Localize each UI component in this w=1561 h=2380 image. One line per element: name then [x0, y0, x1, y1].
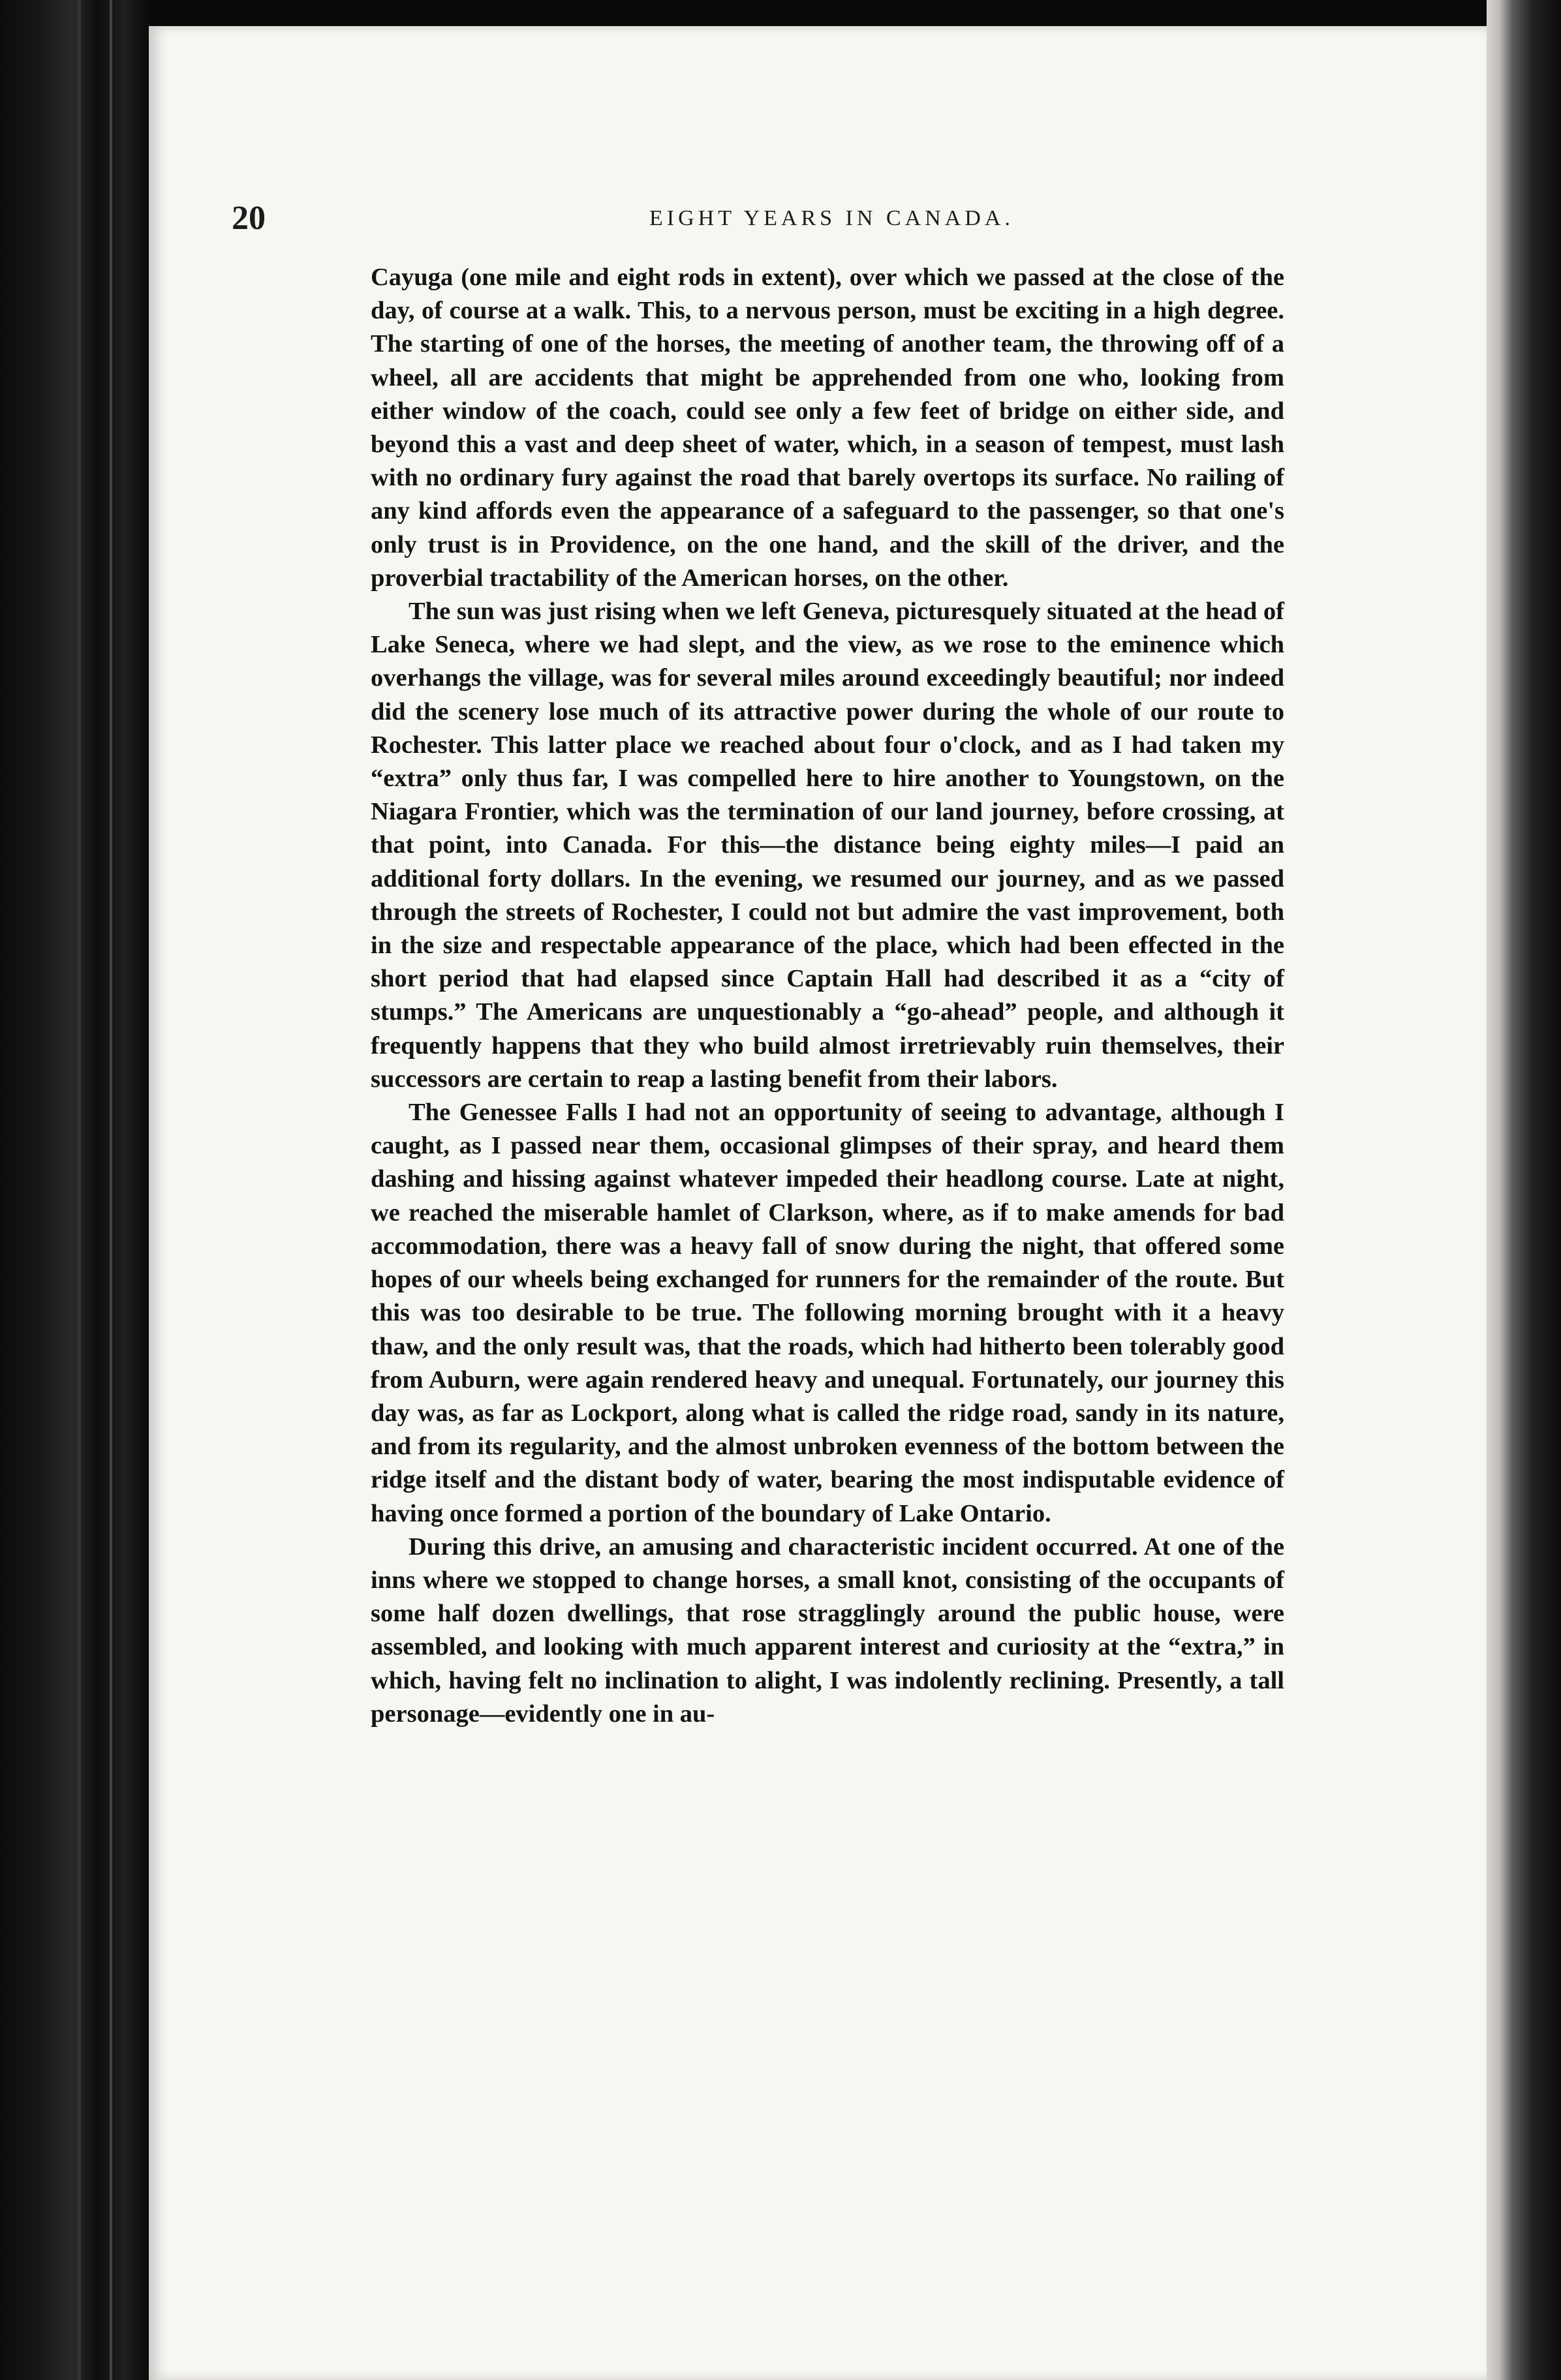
facing-page-edge — [1487, 0, 1561, 2380]
page-number: 20 — [232, 200, 266, 237]
body-text — [371, 261, 1284, 1731]
paragraph-4: During this drive, an amusing and characteristic incident occurred. At one of the inns where we stopped to change horses, a small knot, consisting of the occupants of some half dozen dwellings, that rose stragglingly around the public house, were assembled, and looking with much apparent interest and curiosity at the “extra,” in which, having felt no inclination to alight, I was indolently reclining. Presently, a tall personage—evidently one in au- — [371, 1533, 1284, 1728]
paragraph-3: The Genessee Falls I had not an opportunity of seeing to advantage, although I caught, as I passed near them, occasional glimpses of their spray, and heard them dashing and hissing against whatever impeded their headlong course. Late at night, we reached the miserable hamlet of Clarkson, where, as if to make amends for bad accommodation, there was a heavy fall of snow during the night, that offered some hopes of our wheels being exchanged for runners for the remainder of the route. But this was too desirable to be true. The following morning brought with it a heavy thaw, and the only result was, that the roads, which had hitherto been tolerably good from Auburn, were again rendered heavy and unequal. Fortunately, our journey this day was, as far as Lockport, along what is called the ridge road, sandy in its nature, and from its regularity, and the almost unbroken evenness of the bottom between the ridge itself and the distant body of water, bearing the most indisputable evidence of having once formed a portion of the boundary of Lake Ontario. — [371, 1099, 1284, 1527]
paragraph-2: The sun was just rising when we left Geneva, picturesquely situated at the head of Lake Seneca, where we had slept, and the view, as we rose to the eminence which overhangs the village, was for several miles around exceedingly beautiful; nor indeed did the scenery lose much of its attractive power during the whole of our route to Rochester. This latter place we reached about four o'clock, and as I had taken my “extra” only thus far, I was compelled here to hire another to Youngstown, on the Niagara Frontier, which was the termination of our land journey, before crossing, at that point, into Canada. For this—the distance being eighty miles—I paid an additional forty dollars. In the evening, we resumed our journey, and as we passed through the streets of Rochester, I could not but admire the vast improvement, both in the size and respectable appearance of the place, which had been effected in the short period that had elapsed since Captain Hall had described it as a “city of stumps.” The Americans are unquestionably a “go-ahead” people, and although it frequently happens that they who build almost irretrievably ruin themselves, their successors are certain to reap a lasting benefit from their labors. — [371, 598, 1284, 1093]
running-head: EIGHT YEARS IN CANADA. — [649, 206, 1014, 230]
binding-shadow — [110, 0, 112, 2380]
binding-shadow — [77, 0, 81, 2380]
paragraph-1: Cayuga (one mile and eight rods in extent), over which we passed at the close of the day, of course at a walk. This, to a nervous person, must be exciting in a high degree. The starting of one of the horses, the meeting of another team, the throwing off of a wheel, all are accidents that might be apprehended from one who, looking from either window of the coach, could see only a few feet of bridge on either side, and beyond this a vast and deep sheet of water, which, in a season of tempest, must lash with no ordinary fury against the road that barely overtops its surface. No railing of any kind affords even the appearance of a safeguard to the passenger, so that one's only trust is in Providence, on the one hand, and the skill of the driver, and the proverbial tractability of the American horses, on the other. — [371, 264, 1284, 592]
page-header — [232, 189, 1289, 248]
